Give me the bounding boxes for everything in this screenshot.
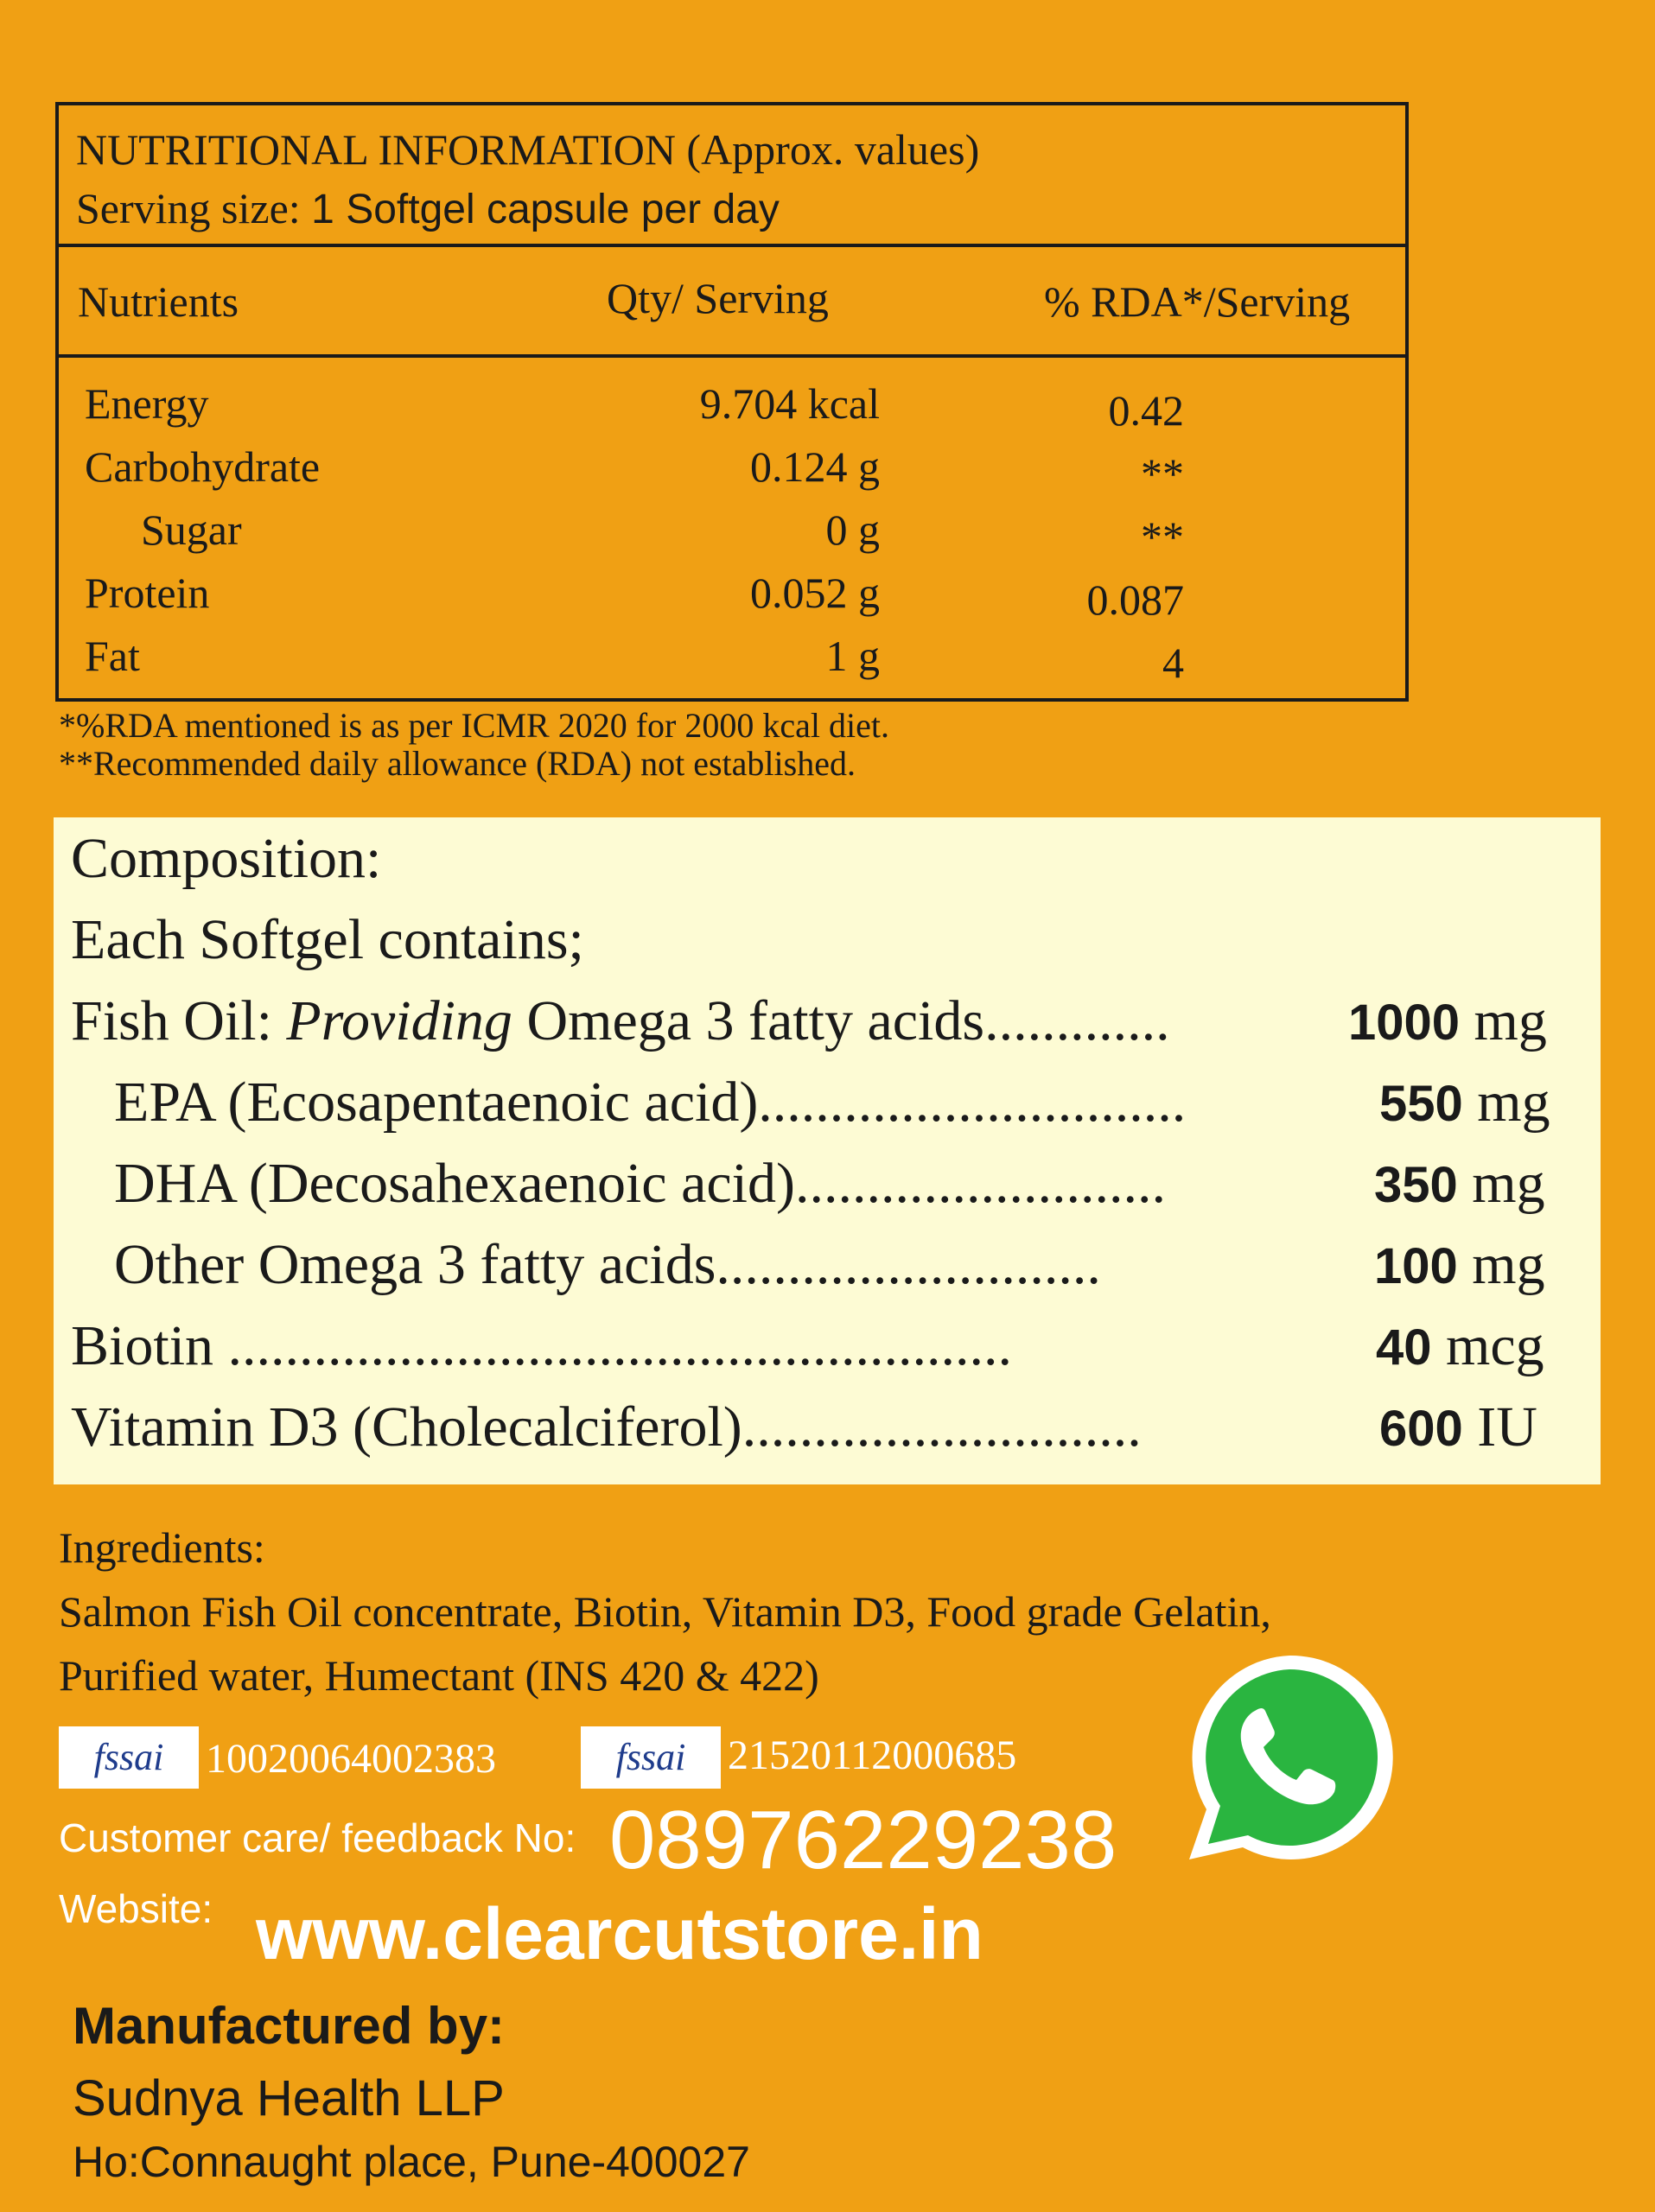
biotin-unit: mcg [1431,1314,1544,1377]
nutrient-qty: 1 g [825,632,880,680]
nutrient-name: Sugar [141,505,242,554]
epa-unit: mg [1462,1071,1550,1134]
serving-label: Serving size: [76,184,301,232]
fish-oil-prefix: Fish Oil: [71,989,287,1052]
vitamin-d3-label: Vitamin D3 (Cholecalciferol)............................ [71,1395,1142,1459]
biotin-num: 40 [1376,1319,1432,1376]
fssai-logo-text: fssai [615,1736,686,1778]
biotin-value [1376,1313,1544,1379]
dha-num: 350 [1374,1157,1458,1213]
nutrient-qty: 0 g [825,505,880,554]
fish-oil-label [71,988,1170,1054]
other-omega-label: Other Omega 3 fatty acids........................... [114,1233,1101,1296]
nutrient-row [59,442,1405,505]
other-omega-num: 100 [1374,1238,1458,1294]
composition-title: Composition: [71,827,382,890]
nutrient-rda: 4 [1162,639,1184,687]
nutrient-row [59,568,1405,632]
ingredients-heading: Ingredients: [59,1523,265,1572]
manufacturer-name: Sudnya Health LLP [73,2070,505,2126]
vitamin-d3-value [1379,1395,1537,1460]
epa-value [1379,1070,1550,1135]
nutrient-rda: ** [1141,449,1184,498]
whatsapp-icon[interactable] [1168,1640,1410,1866]
header-nutrients: Nutrients [78,277,239,326]
nutrient-qty: 9.704 kcal [699,379,880,428]
dha-label: DHA (Decosahexaenoic acid).......................... [114,1152,1166,1215]
serving-value: 1 Softgel capsule per day [311,187,780,232]
nutrient-rda: 0.42 [1108,386,1184,435]
fssai-logo [59,1726,199,1789]
divider [59,354,1405,358]
epa-num: 550 [1379,1076,1463,1132]
other-omega-unit: mg [1457,1233,1545,1296]
manufacturer-address: Ho:Connaught place, Pune-400027 [73,2138,750,2186]
vitamin-d3-num: 600 [1379,1401,1463,1457]
footnote-rda: *%RDA mentioned is as per ICMR 2020 for 2000 kcal diet. [59,706,889,745]
nutrient-rda: ** [1141,512,1184,561]
fish-oil-italic: Providing [286,989,512,1052]
fish-oil-value [1348,988,1547,1054]
nutrient-row [59,378,1405,442]
biotin-label: Biotin ....................................................... [71,1314,1013,1377]
other-omega-value [1374,1232,1545,1298]
ingredients-line-2: Purified water, Humectant (INS 420 & 422) [59,1651,819,1700]
fssai-license-2: 21520112000685 [728,1732,1017,1778]
fish-oil-unit: mg [1460,989,1547,1052]
serving-size [76,183,780,233]
epa-label: EPA (Ecosapentaenoic acid).............................. [114,1071,1187,1134]
nutrition-title: NUTRITIONAL INFORMATION (Approx. values) [76,125,980,174]
nutrient-name: Fat [85,632,140,680]
dha-unit: mg [1457,1152,1545,1215]
divider [59,244,1405,247]
dha-value [1374,1151,1545,1217]
website-label: Website: [59,1886,213,1931]
nutrient-row [59,631,1405,695]
nutrition-table [55,102,1409,702]
nutrient-rda: 0.087 [1086,575,1184,624]
customer-care-number[interactable]: 08976229238 [609,1794,1117,1886]
fish-oil-rest: Omega 3 fatty acids............. [512,989,1170,1052]
nutrient-name: Protein [85,569,210,617]
header-rda: % RDA*/Serving [1044,277,1351,326]
header-qty: Qty/ Serving [607,274,829,322]
nutrient-row [59,505,1405,569]
fssai-logo [581,1726,721,1789]
customer-care-label: Customer care/ feedback No: [59,1815,576,1860]
composition-subtitle: Each Softgel contains; [71,908,584,971]
footnote-not-established: **Recommended daily allowance (RDA) not established. [59,744,856,783]
nutrient-name: Energy [85,379,209,428]
nutrient-qty: 0.124 g [750,442,880,491]
nutrient-name: Carbohydrate [85,442,321,491]
fssai-license-1: 10020064002383 [206,1736,496,1782]
manufacturer-heading: Manufactured by: [73,1997,506,2055]
website-link[interactable]: www.clearcutstore.in [256,1893,983,1974]
nutrient-qty: 0.052 g [750,569,880,617]
ingredients-line-1: Salmon Fish Oil concentrate, Biotin, Vitamin D3, Food grade Gelatin, [59,1587,1271,1636]
fish-oil-num: 1000 [1348,995,1461,1051]
composition-box [54,817,1601,1484]
fssai-logo-text: fssai [93,1736,164,1778]
vitamin-d3-unit: IU [1462,1395,1537,1459]
